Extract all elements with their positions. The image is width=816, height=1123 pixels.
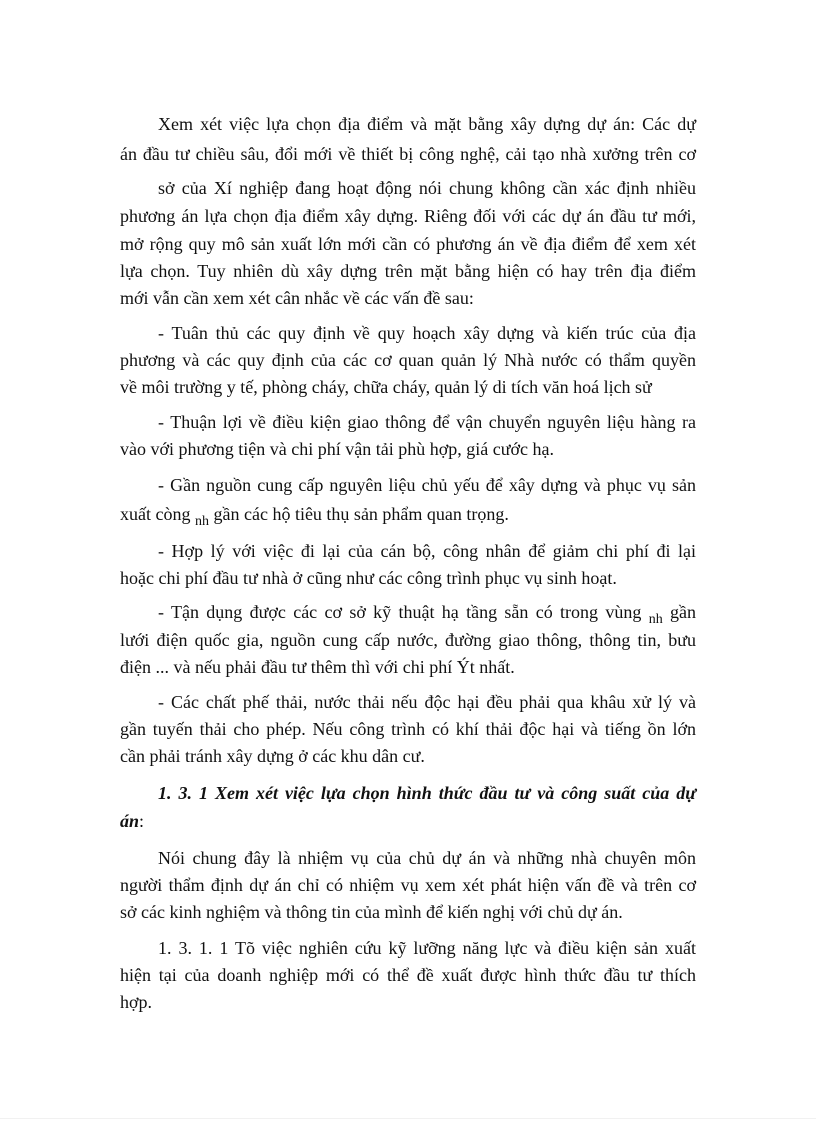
paragraph-line: phương án lựa chọn địa điểm xây dựng. Riêng đối với các dự án đầu tư mới,: [120, 206, 696, 226]
bullet-line: lưới điện quốc gia, nguồn cung cấp nước, đường giao thông, thông tin, bưu: [120, 630, 696, 650]
bullet-line: vào với phương tiện và chi phí vận tải phù hợp, giá cước hạ.: [120, 439, 554, 459]
paragraph-line: người thẩm định dự án chỉ có nhiệm vụ xem xét phát hiện vấn đề và trên cơ: [120, 875, 696, 895]
bullet-line: [120, 503, 696, 528]
bullet-line: - Gần nguồn cung cấp nguyên liệu chủ yếu để xây dựng và phục vụ sản: [158, 475, 696, 495]
bullet-line: cần phải tránh xây dựng ở các khu dân cư.: [120, 746, 425, 766]
paragraph-line: Nói chung đây là nhiệm vụ của chủ dự án và những nhà chuyên môn: [158, 848, 696, 868]
paragraph-line: mới vẫn cần xem xét cân nhắc về các vấn đề sau:: [120, 288, 474, 308]
page-bottom-rule: [0, 1118, 816, 1119]
bullet-line: - Tuân thủ các quy định về quy hoạch xây dựng và kiến trúc của địa: [158, 323, 696, 343]
paragraph-line: mở rộng quy mô sản xuất lớn mới cần có phương án về địa điểm để xem xét: [120, 234, 696, 254]
paragraph-line: Xem xét việc lựa chọn địa điểm và mặt bằng xây dựng dự án: Các dự: [158, 114, 696, 134]
paragraph-line: sở của Xí nghiệp đang hoạt động nói chung không cần xác định nhiều: [158, 178, 696, 198]
bullet-line: [158, 601, 696, 626]
section-heading-continuation: [120, 810, 696, 832]
line-segment: xuất còng: [120, 504, 191, 524]
paragraph-line: sở các kinh nghiệm và thông tin của mình để kiến nghị với chủ dự án.: [120, 902, 623, 922]
bullet-line: - Hợp lý với việc đi lại của cán bộ, công nhân để giảm chi phí đi lại: [158, 541, 696, 561]
heading-colon: :: [139, 811, 145, 831]
bullet-line: điện ... và nếu phải đầu tư thêm thì với chi phí Ýt nhất.: [120, 657, 515, 677]
subscript-fragment: nh: [194, 514, 209, 529]
line-segment: - Tận dụng được các cơ sở kỹ thuật hạ tầng sẵn có trong vùng: [158, 602, 642, 622]
bullet-line: gần tuyến thải cho phép. Nếu công trình có khí thải độc hại và tiếng ồn lớn: [120, 719, 696, 739]
bullet-line: - Thuận lợi về điều kiện giao thông để vận chuyển nguyên liệu hàng ra: [158, 412, 696, 432]
bullet-line: hoặc chi phí đầu tư nhà ở cũng như các công trình phục vụ sinh hoạt.: [120, 568, 617, 588]
bullet-line: phương và các quy định của các cơ quan quản lý Nhà nước có thẩm quyền: [120, 350, 696, 370]
paragraph-line: hợp.: [120, 992, 153, 1012]
line-segment: gần các hộ tiêu thụ sản phẩm quan trọng.: [213, 504, 509, 524]
bullet-line: - Các chất phế thải, nước thải nếu độc hại đều phải qua khâu xử lý và: [158, 692, 696, 712]
paragraph-line: 1. 3. 1. 1 Tõ việc nghiên cứu kỹ lưỡng năng lực và điều kiện sản xuất: [158, 938, 696, 958]
section-heading: 1. 3. 1 Xem xét việc lựa chọn hình thức đầu tư và công suất của dự: [158, 783, 696, 803]
bullet-line: về môi trường y tế, phòng cháy, chữa cháy, quản lý di tích văn hoá lịch sử: [120, 377, 652, 397]
paragraph-line: hiện tại của doanh nghiệp mới có thể đề xuất được hình thức đầu tư thích: [120, 965, 696, 985]
line-segment: gần: [670, 602, 697, 622]
heading-fragment: án: [120, 811, 140, 831]
paragraph-line: lựa chọn. Tuy nhiên dù xây dựng trên mặt bằng hiện có hay trên địa điểm: [120, 261, 696, 281]
subscript-fragment: nh: [648, 612, 663, 627]
paragraph-line: án đầu tư chiều sâu, đổi mới về thiết bị công nghệ, cải tạo nhà xưởng trên cơ: [120, 144, 696, 164]
